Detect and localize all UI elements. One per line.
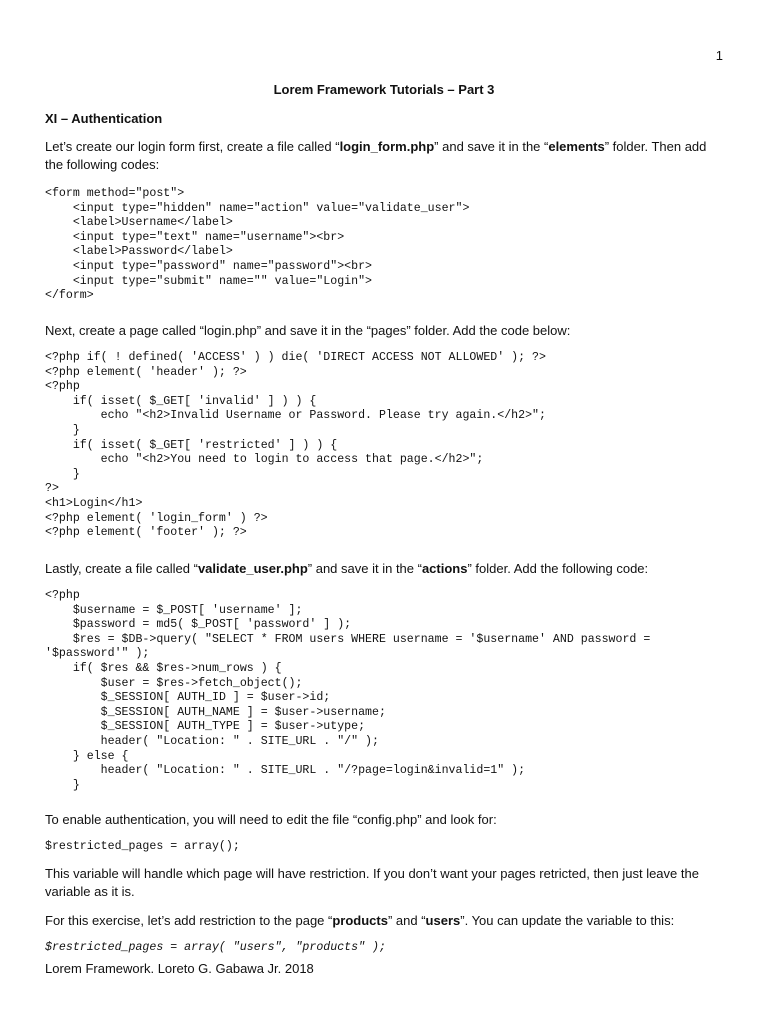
code-block-login-page: <?php if( ! defined( 'ACCESS' ) ) die( 'DIRECT ACCESS NOT ALLOWED' ); ?> <?php element( 'header' ); ?> <?php if( isset( $_GET[ 'invalid' ] ) ) { echo "<h2>Invalid Username or Password. Please try again.</h2>"; } if( isset( $_GET[ 'restricted' ] ) ) { echo "<h2>You need to login to access that page.</h2>"; } ?> <h1>Login</h1> <?php element( 'login_form' ) ?> <?php element( 'footer' ); ?> [45, 351, 546, 540]
page-footer: Lorem Framework. Loreto G. Gabawa Jr. 2018 [45, 961, 314, 976]
paragraph-variable-explanation: This variable will handle which page will have restriction. If you don’t want your pages retricted, then just leave the variable as it is. [45, 866, 699, 899]
paragraph-exercise-intro [45, 912, 725, 930]
paragraph-text: ” folder. Then add the following codes: [45, 139, 707, 172]
document-title: Lorem Framework Tutorials – Part 3 [273, 82, 495, 97]
code-line-restricted-pages-updated: $restricted_pages = array( "users", "products" ); [45, 941, 386, 954]
code-block-validate-user: <?php $username = $_POST[ 'username' ]; $password = md5( $_POST[ 'password' ] ); $res = $DB->query( "SELECT * FROM users WHERE username = '$username' AND password = '$password'" ); if( $res && $res->num_rows ) { $user = $res->fetch_object(); $_SESSION[ AUTH_ID ] = $user->id; $_SESSION[ AUTH_NAME ] = $user->username; $_SESSION[ AUTH_TYPE ] = $user->utype; header( "Location: " . SITE_URL . "/" ); } else { header( "Location: " . SITE_URL . "/?page=login&invalid=1" ); } [45, 589, 651, 792]
paragraph-validate-user-intro [45, 560, 725, 578]
paragraph-text: For this exercise, let’s add restriction to the page “ [45, 913, 333, 928]
code-line-restricted-pages: $restricted_pages = array(); [45, 840, 240, 853]
paragraph-text: ” folder. Add the following code: [467, 561, 649, 576]
paragraph-text: ” and save it in the “ [307, 561, 422, 576]
filename-login-form: login_form.php [339, 139, 435, 154]
paragraph-login-form-intro [45, 138, 725, 174]
paragraph-text: ”. You can update the variable to this: [460, 913, 675, 928]
folder-elements: elements [548, 139, 605, 154]
folder-actions: actions [421, 561, 468, 576]
section-heading: XI – Authentication [45, 111, 163, 126]
paragraph-text: Lastly, create a file called “ [45, 561, 198, 576]
page-number: 1 [715, 48, 723, 63]
paragraph-text: Let’s create our login form first, create a file called “ [45, 139, 340, 154]
paragraph-login-page-intro: Next, create a page called “login.php” and save it in the “pages” folder. Add the code below: [45, 323, 571, 338]
paragraph-text: ” and “ [387, 913, 426, 928]
page-name-users: users [425, 913, 461, 928]
filename-validate-user: validate_user.php [197, 561, 308, 576]
page-name-products: products [332, 913, 388, 928]
paragraph-text: ” and save it in the “ [434, 139, 549, 154]
paragraph-config-intro: To enable authentication, you will need to edit the file “config.php” and look for: [45, 812, 497, 827]
code-block-login-form: <form method="post"> <input type="hidden" name="action" value="validate_user"> <label>Username</label> <input type="text" name="username"><br> <label>Password</label> <input type="password" name="password"><br> <input type="submit" name="" value="Login"> </form> [45, 187, 470, 303]
